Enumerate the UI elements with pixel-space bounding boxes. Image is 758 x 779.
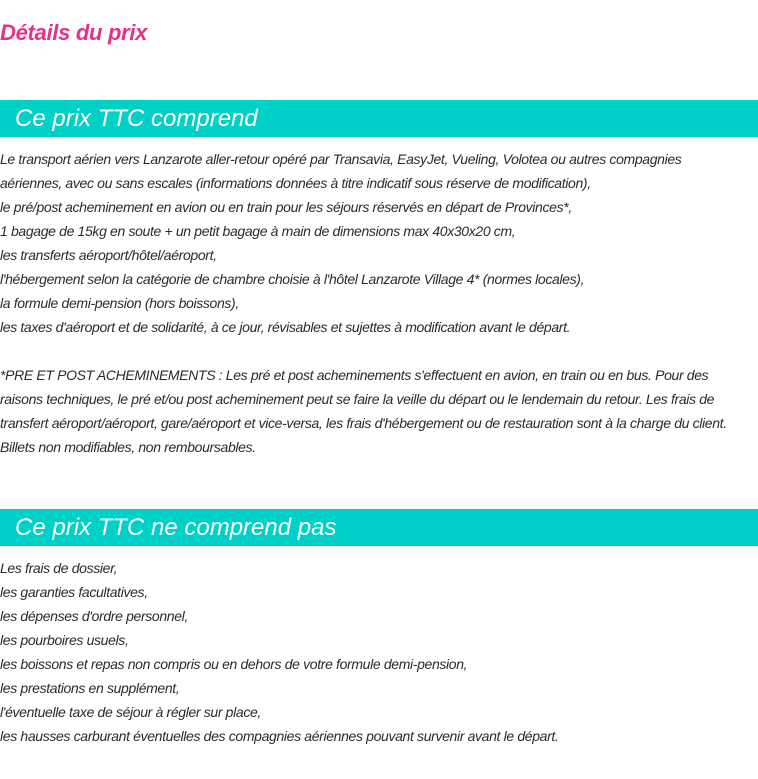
list-item: les garanties facultatives, (0, 584, 148, 600)
list-item: l'hébergement selon la catégorie de chambre choisie à l'hôtel Lanzarote Village 4* (normes locales), (0, 271, 585, 287)
list-item: les taxes d'aéroport et de solidarité, à ce jour, révisables et sujettes à modification avant le départ. (0, 319, 571, 335)
list-item: les dépenses d'ordre personnel, (0, 608, 188, 624)
page-title: Détails du prix (0, 20, 148, 45)
excluded-section-heading: Ce prix TTC ne comprend pas (0, 509, 758, 546)
transfer-note: *PRE ET POST ACHEMINEMENTS : Les pré et post acheminements s'effectuent en avion, en train ou en bus. Pour des raisons techniques, le pré et/ou post acheminement peut se faire la veille du départ ou le lendemain du retour. Les frais de transfert aéroport/aéroport, gare/aéroport et vice-versa, les frais d'hébergement ou de restauration sont à la charge du client. Billets non modifiables, non remboursables. (0, 367, 727, 455)
included-section-heading: Ce prix TTC comprend (0, 100, 758, 137)
list-item: les transferts aéroport/hôtel/aéroport, (0, 247, 217, 263)
list-item: 1 bagage de 15kg en soute + un petit bagage à main de dimensions max 40x30x20 cm, (0, 223, 516, 239)
list-item: les boissons et repas non compris ou en dehors de votre formule demi-pension, (0, 656, 468, 672)
list-item: Le transport aérien vers Lanzarote aller-retour opéré par Transavia, EasyJet, Vueling, Volotea ou autres compagnies (0, 151, 682, 167)
list-item: les hausses carburant éventuelles des compagnies aériennes pouvant survenir avant le départ. (0, 728, 559, 744)
list-item: les pourboires usuels, (0, 632, 129, 648)
list-item: la formule demi-pension (hors boissons), (0, 295, 239, 311)
list-item: aériennes, avec ou sans escales (informations données à titre indicatif sous réserve de modification), (0, 175, 591, 191)
included-list (0, 147, 752, 339)
list-item: l'éventuelle taxe de séjour à régler sur place, (0, 704, 261, 720)
excluded-list (0, 556, 752, 748)
list-item: Les frais de dossier, (0, 560, 118, 576)
list-item: le pré/post acheminement en avion ou en train pour les séjours réservés en départ de Provinces*, (0, 199, 572, 215)
list-item: les prestations en supplément, (0, 680, 180, 696)
